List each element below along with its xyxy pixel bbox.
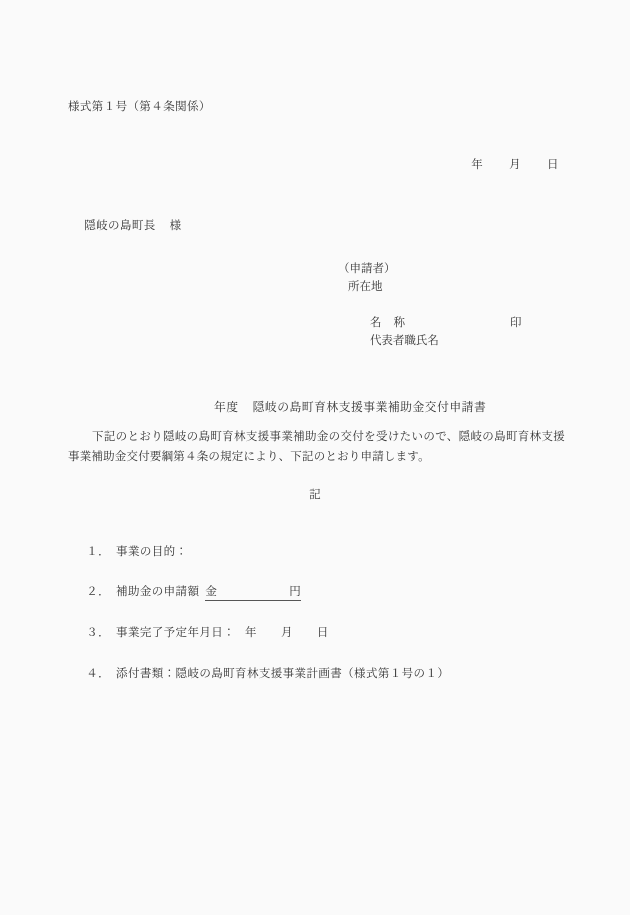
item-purpose-number: １． <box>86 544 111 559</box>
form-number: 様式第１号（第４条関係） <box>68 99 211 113</box>
title-fiscal-year-label: 年度 <box>214 399 239 414</box>
item-attachments-label: 添付書類：隠岐の島町育林支援事業計画書（様式第１号の１） <box>116 666 450 681</box>
applicant-address-label: 所在地 <box>348 279 383 293</box>
applicant-name-label-part1: 名 <box>369 314 382 329</box>
subsidy-amount-field[interactable] <box>205 583 301 601</box>
date-line <box>455 140 559 188</box>
item-attachments <box>70 649 449 697</box>
title-main: 隠岐の島町育林支援事業補助金交付申請書 <box>252 399 487 414</box>
applicant-representative-row <box>338 314 568 347</box>
item-subsidy-label: 補助金の申請額 <box>116 584 200 599</box>
applicant-name-label <box>338 296 568 329</box>
applicant-heading: （申請者） <box>338 261 396 275</box>
date-year-label: 年 <box>471 157 484 172</box>
item-completion-day-label: 日 <box>316 625 329 640</box>
currency-suffix: 円 <box>289 584 302 599</box>
item-completion-year-label: 年 <box>245 625 257 640</box>
applicant-name-label-part2: 称 <box>393 314 405 329</box>
item-subsidy-number: ２． <box>86 584 111 599</box>
date-month-label: 月 <box>509 157 522 172</box>
date-day-label: 日 <box>547 157 559 172</box>
item-attachments-number: ４． <box>86 666 111 681</box>
applicant-representative-label: 代表者職氏名 <box>369 332 439 347</box>
addressee-honorific: 様 <box>169 218 182 233</box>
ki-marker: 記 <box>309 487 321 501</box>
item-purpose-label: 事業の目的： <box>116 544 188 559</box>
item-completion-label: 事業完了予定年月日： <box>116 625 236 640</box>
currency-prefix: 金 <box>205 584 218 599</box>
item-completion-month-label: 月 <box>280 625 293 640</box>
body-paragraph: 下記のとおり隠岐の島町育林支援事業補助金の交付を受けたいので、隠岐の島町育林支援事業補助金交付要綱第４条の規定により、下記のとおり申請します。 <box>68 429 565 463</box>
document-title <box>197 382 486 432</box>
item-completion-number: ３． <box>86 625 111 640</box>
seal-mark-icon: 印 <box>510 315 522 329</box>
addressee-line <box>68 201 182 249</box>
addressee-name: 隠岐の島町長 <box>84 218 156 233</box>
applicant-block <box>338 260 568 347</box>
